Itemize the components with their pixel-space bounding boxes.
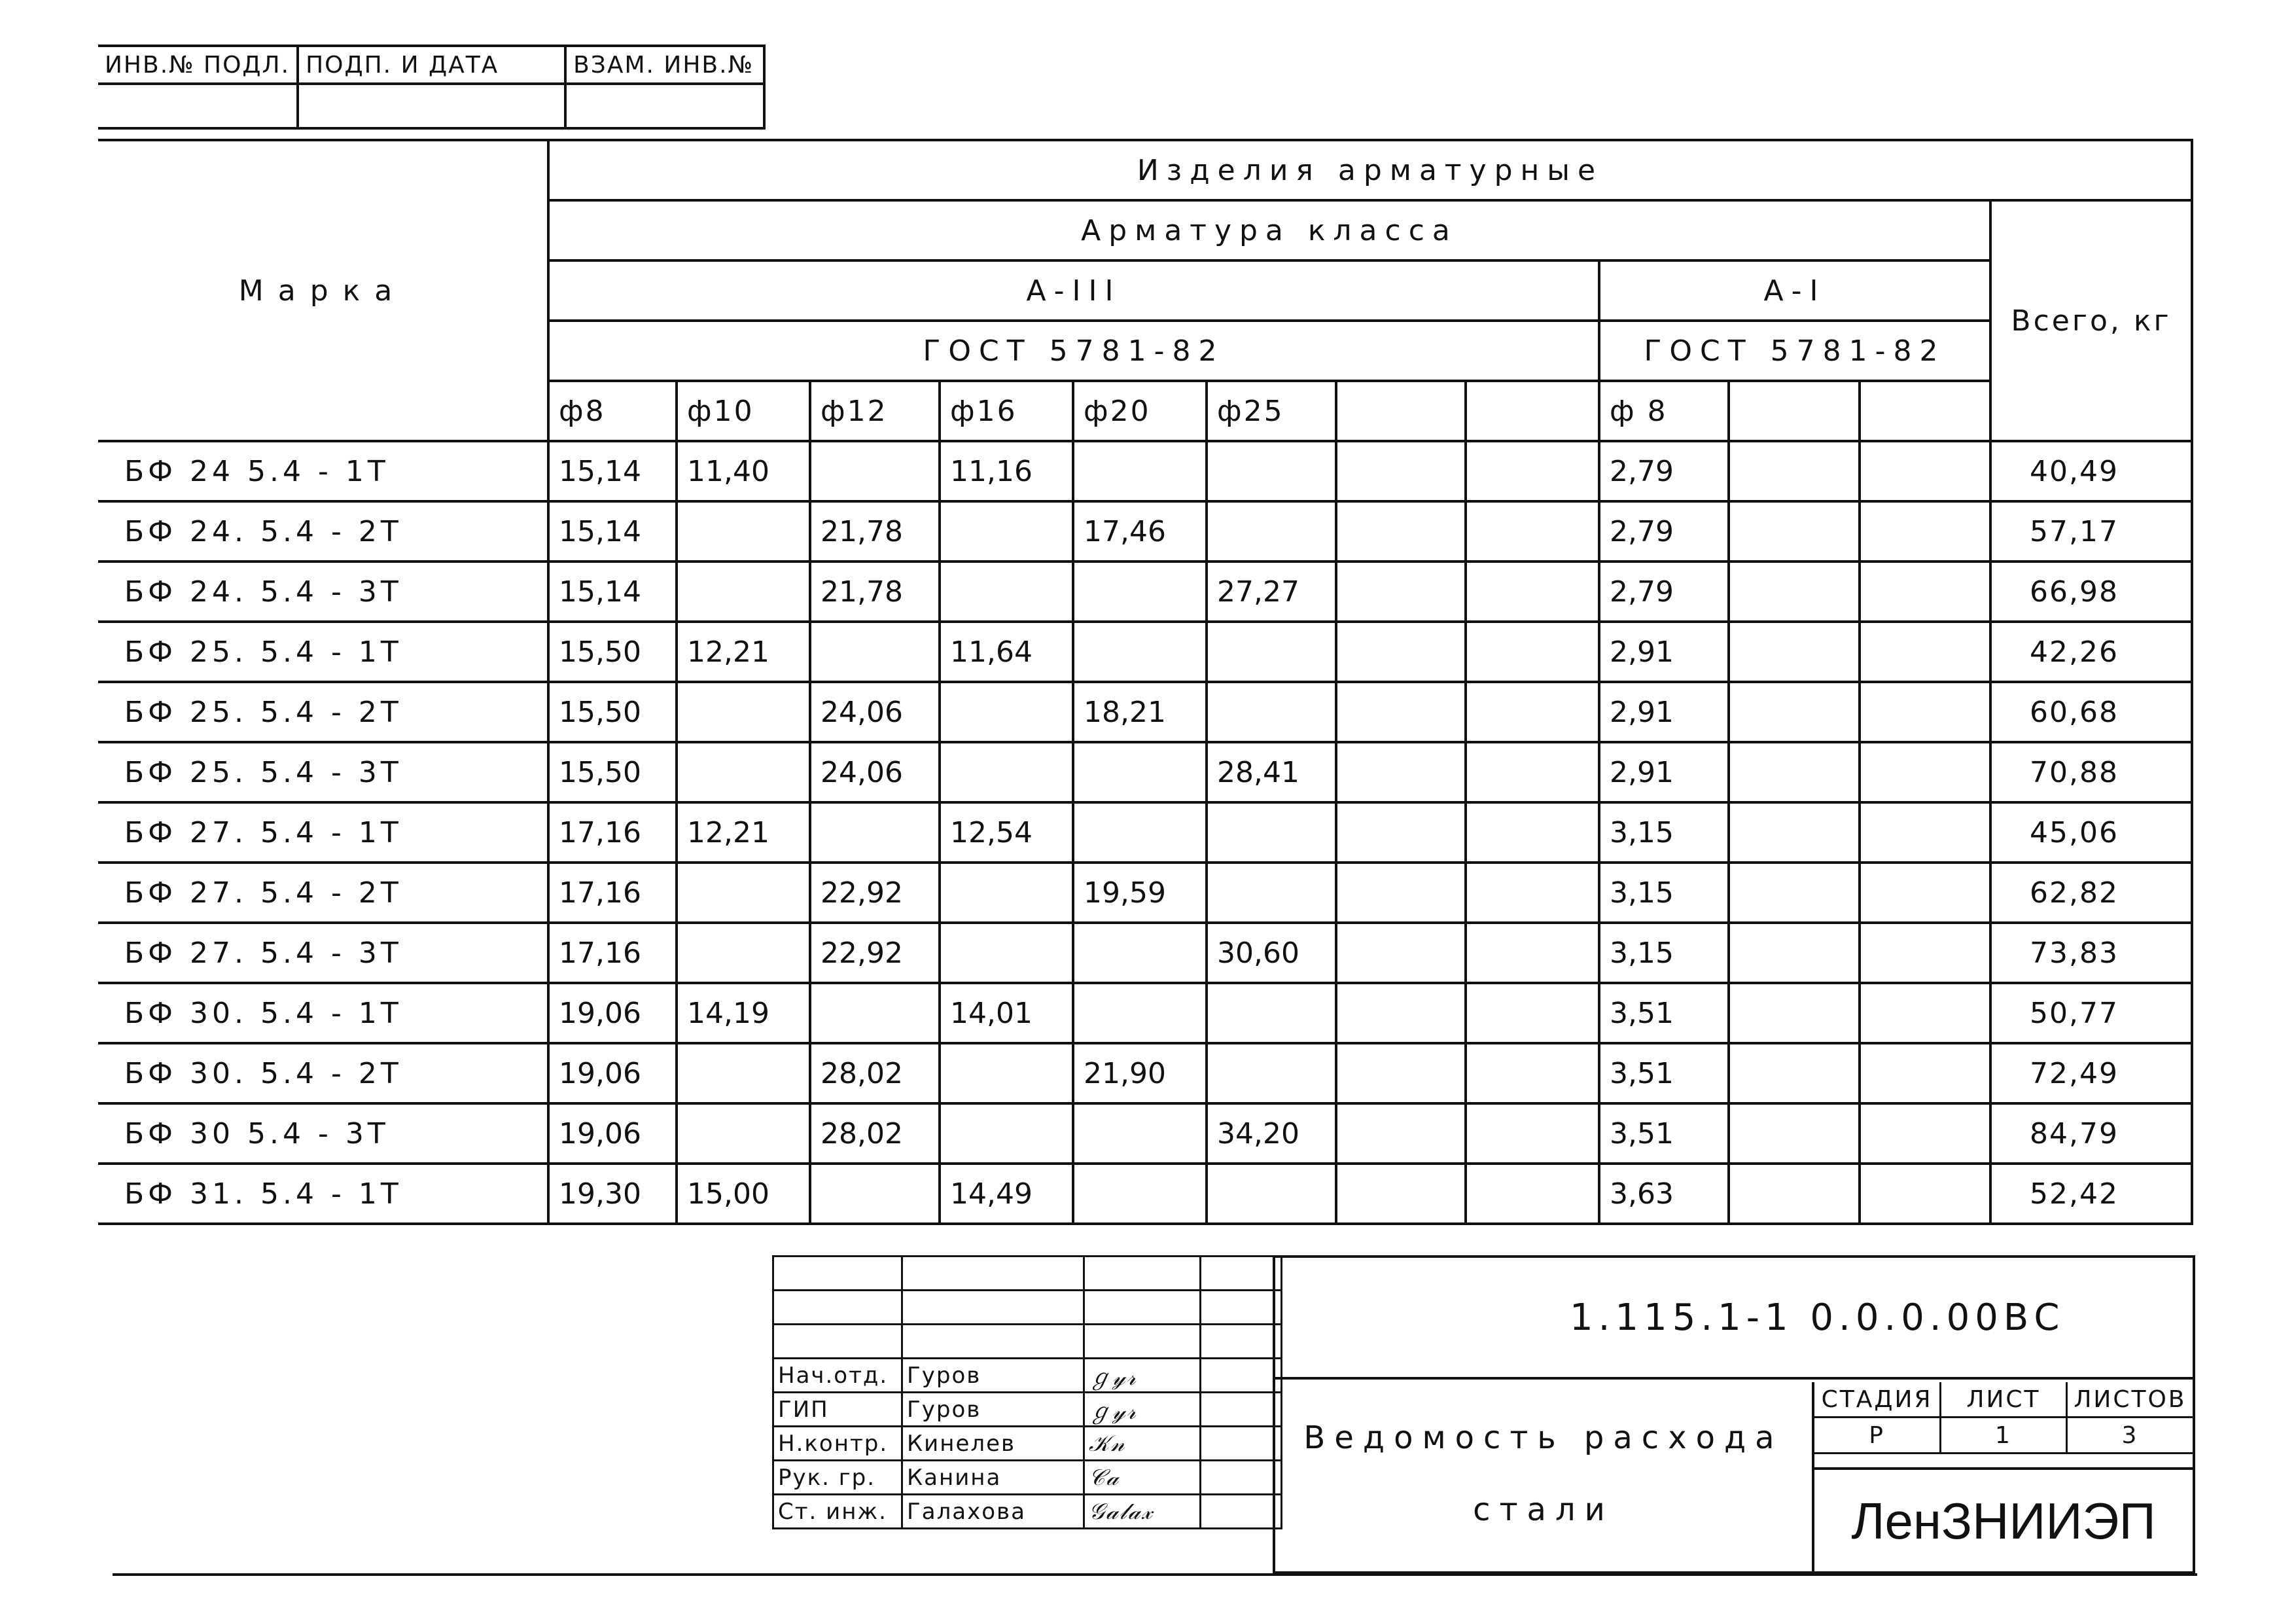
sheet-value: 1	[1941, 1418, 2067, 1454]
signature-role: Рук. гр.	[773, 1461, 902, 1495]
cell-value	[1729, 802, 1860, 863]
cell-value	[1729, 1103, 1860, 1164]
cell-value	[1073, 1103, 1207, 1164]
cell-value: 28,02	[810, 1103, 940, 1164]
cell-value	[940, 562, 1073, 622]
cell-value	[677, 562, 810, 622]
signature-name: Гуров	[902, 1393, 1084, 1427]
cell-value	[1336, 1164, 1466, 1224]
cell-value: 15,50	[548, 622, 677, 682]
cell-value: 3,15	[1599, 863, 1729, 923]
sheet-header: ЛИСТ	[1941, 1382, 2067, 1418]
column-header-mark: Марка	[98, 140, 548, 441]
signature-name: Гуров	[902, 1359, 1084, 1393]
cell-value	[940, 501, 1073, 562]
cell-value: 2,91	[1599, 622, 1729, 682]
row-mark: БФ 25. 5.4 - 1Т	[98, 622, 548, 682]
cell-value	[810, 1164, 940, 1224]
cell-value: 2,79	[1599, 441, 1729, 501]
cell-value: 17,16	[548, 802, 677, 863]
cell-value	[1336, 622, 1466, 682]
diameter-header-1: ф10	[677, 381, 810, 441]
table-row	[98, 983, 2192, 1043]
cell-value	[1729, 441, 1860, 501]
table-row	[98, 682, 2192, 742]
cell-value	[1729, 742, 1860, 802]
cell-value	[1466, 441, 1599, 501]
table-subtitle: Арматура класса	[548, 200, 1990, 260]
revision-cell	[1084, 1291, 1201, 1325]
row-mark: БФ 30. 5.4 - 1Т	[98, 983, 548, 1043]
signature-mark: ℊ𝓎𝓇	[1084, 1359, 1201, 1393]
row-total: 73,83	[1990, 923, 2192, 983]
signature-date	[1201, 1359, 1282, 1393]
cell-value	[1466, 983, 1599, 1043]
cell-value	[1073, 441, 1207, 501]
cell-value	[1073, 742, 1207, 802]
cell-value	[1336, 501, 1466, 562]
cell-value	[1207, 1164, 1336, 1224]
row-mark: БФ 27. 5.4 - 3Т	[98, 923, 548, 983]
cell-value	[677, 1043, 810, 1103]
cell-value: 2,79	[1599, 562, 1729, 622]
cell-value: 34,20	[1207, 1103, 1336, 1164]
column-header-total: Всего, кг	[1990, 200, 2192, 441]
cell-value	[810, 983, 940, 1043]
cell-value: 15,50	[548, 682, 677, 742]
row-total: 62,82	[1990, 863, 2192, 923]
cell-value	[1860, 1103, 1990, 1164]
cell-value	[1729, 622, 1860, 682]
cell-value: 15,50	[548, 742, 677, 802]
cell-value	[1729, 983, 1860, 1043]
cell-value: 30,60	[1207, 923, 1336, 983]
cell-value	[1729, 1043, 1860, 1103]
cell-value: 3,51	[1599, 1043, 1729, 1103]
table-row	[98, 923, 2192, 983]
cell-value	[1860, 983, 1990, 1043]
cell-value: 17,16	[548, 863, 677, 923]
row-mark: БФ 24. 5.4 - 2Т	[98, 501, 548, 562]
cell-value: 3,15	[1599, 802, 1729, 863]
cell-value	[677, 501, 810, 562]
cell-value: 24,06	[810, 682, 940, 742]
signature-role: Н.контр.	[773, 1427, 902, 1461]
revision-cell	[773, 1291, 902, 1325]
cell-value	[677, 863, 810, 923]
signature-date	[1201, 1461, 1282, 1495]
revision-cell	[773, 1325, 902, 1359]
cell-value	[1860, 562, 1990, 622]
gost-a1-header: ГОСТ 5781-82	[1599, 321, 1990, 381]
stamp-inv-podl: ИНВ.№ ПОДЛ.	[98, 46, 298, 84]
signature-mark: 𝒢𝒶𝓁𝒶𝓍	[1084, 1495, 1201, 1529]
cell-value	[1336, 682, 1466, 742]
table-title: Изделия арматурные	[548, 140, 2192, 200]
cell-value: 15,00	[677, 1164, 810, 1224]
cell-value: 12,54	[940, 802, 1073, 863]
cell-value: 3,63	[1599, 1164, 1729, 1224]
sheets-header: ЛИСТОВ	[2066, 1382, 2193, 1418]
cell-value: 3,51	[1599, 983, 1729, 1043]
diameter-header-6	[1336, 381, 1466, 441]
revision-cell	[902, 1325, 1084, 1359]
row-total: 52,42	[1990, 1164, 2192, 1224]
cell-value: 14,01	[940, 983, 1073, 1043]
cell-value: 11,64	[940, 622, 1073, 682]
signature-row	[773, 1495, 1282, 1529]
cell-value: 21,78	[810, 562, 940, 622]
cell-value: 17,46	[1073, 501, 1207, 562]
cell-value	[940, 1043, 1073, 1103]
archive-stamp	[98, 45, 766, 130]
sheet-bottom-line	[113, 1573, 2197, 1576]
row-mark: БФ 24. 5.4 - 3Т	[98, 562, 548, 622]
revision-cell	[1201, 1291, 1282, 1325]
signature-name: Галахова	[902, 1495, 1084, 1529]
cell-value	[1466, 562, 1599, 622]
row-mark: БФ 25. 5.4 - 2Т	[98, 682, 548, 742]
table-row	[98, 1103, 2192, 1164]
signature-role: Нач.отд.	[773, 1359, 902, 1393]
table-row	[98, 441, 2192, 501]
stage-box	[1812, 1382, 2193, 1572]
stamp-inv-podl-value	[98, 84, 298, 128]
row-total: 40,49	[1990, 441, 2192, 501]
cell-value: 3,51	[1599, 1103, 1729, 1164]
cell-value: 15,14	[548, 562, 677, 622]
cell-value	[1860, 501, 1990, 562]
row-mark: БФ 25. 5.4 - 3Т	[98, 742, 548, 802]
diameter-header-3: ф16	[940, 381, 1073, 441]
revision-cell	[902, 1291, 1084, 1325]
signature-row	[773, 1359, 1282, 1393]
title-block	[1273, 1255, 2195, 1574]
cell-value	[1860, 1043, 1990, 1103]
cell-value	[1336, 1103, 1466, 1164]
cell-value	[1336, 983, 1466, 1043]
class-a1-header: А-I	[1599, 260, 1990, 321]
diameter-header-4: ф20	[1073, 381, 1207, 441]
diameter-header-5: ф25	[1207, 381, 1336, 441]
cell-value	[810, 622, 940, 682]
cell-value	[1466, 682, 1599, 742]
cell-value	[1729, 923, 1860, 983]
steel-specification-table	[98, 139, 2193, 1225]
diameter-header-9	[1729, 381, 1860, 441]
signature-mark: 𝒦𝓃	[1084, 1427, 1201, 1461]
signature-date	[1201, 1495, 1282, 1529]
revision-cell	[902, 1257, 1084, 1291]
signature-grid	[772, 1255, 1282, 1529]
diameter-header-7	[1466, 381, 1599, 441]
cell-value: 19,06	[548, 983, 677, 1043]
cell-value	[1860, 622, 1990, 682]
cell-value	[1466, 802, 1599, 863]
stamp-podp-data-value	[298, 84, 565, 128]
cell-value	[1207, 501, 1336, 562]
cell-value	[1860, 441, 1990, 501]
document-name-line2: стали	[1473, 1491, 1614, 1528]
cell-value	[1729, 682, 1860, 742]
cell-value: 12,21	[677, 622, 810, 682]
row-total: 57,17	[1990, 501, 2192, 562]
cell-value: 15,14	[548, 501, 677, 562]
cell-value	[1336, 1043, 1466, 1103]
row-mark: БФ 30. 5.4 - 2Т	[98, 1043, 548, 1103]
organization-name: ЛенЗНИИЭП	[1814, 1467, 2193, 1572]
cell-value	[1860, 1164, 1990, 1224]
cell-value: 2,79	[1599, 501, 1729, 562]
cell-value	[1860, 742, 1990, 802]
cell-value	[1073, 622, 1207, 682]
cell-value: 18,21	[1073, 682, 1207, 742]
cell-value	[1860, 923, 1990, 983]
cell-value	[1207, 983, 1336, 1043]
cell-value	[1073, 983, 1207, 1043]
signature-row	[773, 1393, 1282, 1427]
cell-value	[1336, 802, 1466, 863]
stage-header: СТАДИЯ	[1814, 1382, 1941, 1418]
cell-value	[1466, 1164, 1599, 1224]
cell-value	[1729, 863, 1860, 923]
revision-cell	[1084, 1325, 1201, 1359]
row-total: 66,98	[1990, 562, 2192, 622]
cell-value	[1466, 622, 1599, 682]
cell-value	[1336, 742, 1466, 802]
cell-value	[677, 923, 810, 983]
cell-value	[1336, 562, 1466, 622]
table-row	[98, 742, 2192, 802]
cell-value: 19,59	[1073, 863, 1207, 923]
stage-value: Р	[1814, 1418, 1941, 1454]
cell-value: 11,16	[940, 441, 1073, 501]
revision-cell	[773, 1257, 902, 1291]
table-row	[98, 501, 2192, 562]
cell-value	[677, 742, 810, 802]
cell-value	[1466, 1043, 1599, 1103]
cell-value	[1860, 863, 1990, 923]
cell-value: 21,78	[810, 501, 940, 562]
stamp-vzam-inv-value	[565, 84, 764, 128]
revision-row	[773, 1291, 1282, 1325]
cell-value: 15,14	[548, 441, 677, 501]
cell-value: 21,90	[1073, 1043, 1207, 1103]
cell-value: 28,02	[810, 1043, 940, 1103]
table-row	[98, 562, 2192, 622]
revision-cell	[1201, 1257, 1282, 1291]
cell-value	[1466, 501, 1599, 562]
signature-row	[773, 1427, 1282, 1461]
cell-value	[1207, 622, 1336, 682]
cell-value	[1336, 923, 1466, 983]
revision-row	[773, 1325, 1282, 1359]
class-a3-header: А-III	[548, 260, 1599, 321]
row-mark: БФ 27. 5.4 - 1Т	[98, 802, 548, 863]
row-total: 60,68	[1990, 682, 2192, 742]
table-row	[98, 1043, 2192, 1103]
gost-a3-header: ГОСТ 5781-82	[548, 321, 1599, 381]
cell-value: 2,91	[1599, 682, 1729, 742]
diameter-header-2: ф12	[810, 381, 940, 441]
cell-value	[1073, 562, 1207, 622]
cell-value: 19,06	[548, 1043, 677, 1103]
revision-cell	[1084, 1257, 1201, 1291]
cell-value	[1073, 923, 1207, 983]
cell-value: 24,06	[810, 742, 940, 802]
row-total: 42,26	[1990, 622, 2192, 682]
cell-value	[940, 682, 1073, 742]
document-code: 1.115.1-1 0.0.0.00ВС	[1275, 1258, 2193, 1380]
sheets-value: 3	[2066, 1418, 2193, 1454]
cell-value	[1729, 562, 1860, 622]
table-row	[98, 802, 2192, 863]
revision-row	[773, 1257, 1282, 1291]
cell-value	[1466, 1103, 1599, 1164]
cell-value: 3,15	[1599, 923, 1729, 983]
signature-row	[773, 1461, 1282, 1495]
document-name-line1: Ведомость расхода	[1303, 1419, 1784, 1456]
row-total: 84,79	[1990, 1103, 2192, 1164]
row-mark: БФ 30 5.4 - 3Т	[98, 1103, 548, 1164]
signature-name: Канина	[902, 1461, 1084, 1495]
signature-name: Кинелев	[902, 1427, 1084, 1461]
cell-value	[677, 682, 810, 742]
cell-value: 17,16	[548, 923, 677, 983]
cell-value: 14,19	[677, 983, 810, 1043]
diameter-header-10	[1860, 381, 1990, 441]
row-mark: БФ 24 5.4 - 1Т	[98, 441, 548, 501]
row-mark: БФ 31. 5.4 - 1Т	[98, 1164, 548, 1224]
signature-mark: 𝒞𝒶	[1084, 1461, 1201, 1495]
signature-date	[1201, 1393, 1282, 1427]
row-total: 45,06	[1990, 802, 2192, 863]
cell-value	[1073, 1164, 1207, 1224]
cell-value	[810, 802, 940, 863]
cell-value	[1207, 682, 1336, 742]
diameter-header-8: ф 8	[1599, 381, 1729, 441]
signature-date	[1201, 1427, 1282, 1461]
cell-value: 19,06	[548, 1103, 677, 1164]
cell-value: 11,40	[677, 441, 810, 501]
cell-value: 14,49	[940, 1164, 1073, 1224]
signature-role: Ст. инж.	[773, 1495, 902, 1529]
table-row	[98, 622, 2192, 682]
cell-value	[1207, 863, 1336, 923]
revision-cell	[1201, 1325, 1282, 1359]
row-total: 72,49	[1990, 1043, 2192, 1103]
cell-value: 28,41	[1207, 742, 1336, 802]
document-name	[1275, 1382, 1812, 1572]
cell-value	[940, 923, 1073, 983]
cell-value	[677, 1103, 810, 1164]
row-total: 70,88	[1990, 742, 2192, 802]
cell-value	[810, 441, 940, 501]
row-total: 50,77	[1990, 983, 2192, 1043]
cell-value	[1860, 802, 1990, 863]
signature-role: ГИП	[773, 1393, 902, 1427]
cell-value	[1860, 682, 1990, 742]
cell-value	[940, 742, 1073, 802]
stamp-vzam-inv: ВЗАМ. ИНВ.№	[565, 46, 764, 84]
cell-value	[1466, 923, 1599, 983]
cell-value: 19,30	[548, 1164, 677, 1224]
cell-value	[1729, 501, 1860, 562]
table-row	[98, 863, 2192, 923]
cell-value	[1336, 441, 1466, 501]
signature-mark: ℊ𝓎𝓇	[1084, 1393, 1201, 1427]
cell-value	[1466, 742, 1599, 802]
cell-value	[1073, 802, 1207, 863]
cell-value: 22,92	[810, 923, 940, 983]
stamp-podp-data: ПОДП. И ДАТА	[298, 46, 565, 84]
cell-value	[1466, 863, 1599, 923]
cell-value: 22,92	[810, 863, 940, 923]
cell-value	[940, 1103, 1073, 1164]
cell-value	[1336, 863, 1466, 923]
cell-value: 2,91	[1599, 742, 1729, 802]
cell-value	[1207, 441, 1336, 501]
cell-value	[1207, 802, 1336, 863]
row-mark: БФ 27. 5.4 - 2Т	[98, 863, 548, 923]
cell-value	[1729, 1164, 1860, 1224]
diameter-header-0: ф8	[548, 381, 677, 441]
table-row	[98, 1164, 2192, 1224]
cell-value	[940, 863, 1073, 923]
cell-value: 12,21	[677, 802, 810, 863]
cell-value: 27,27	[1207, 562, 1336, 622]
cell-value	[1207, 1043, 1336, 1103]
